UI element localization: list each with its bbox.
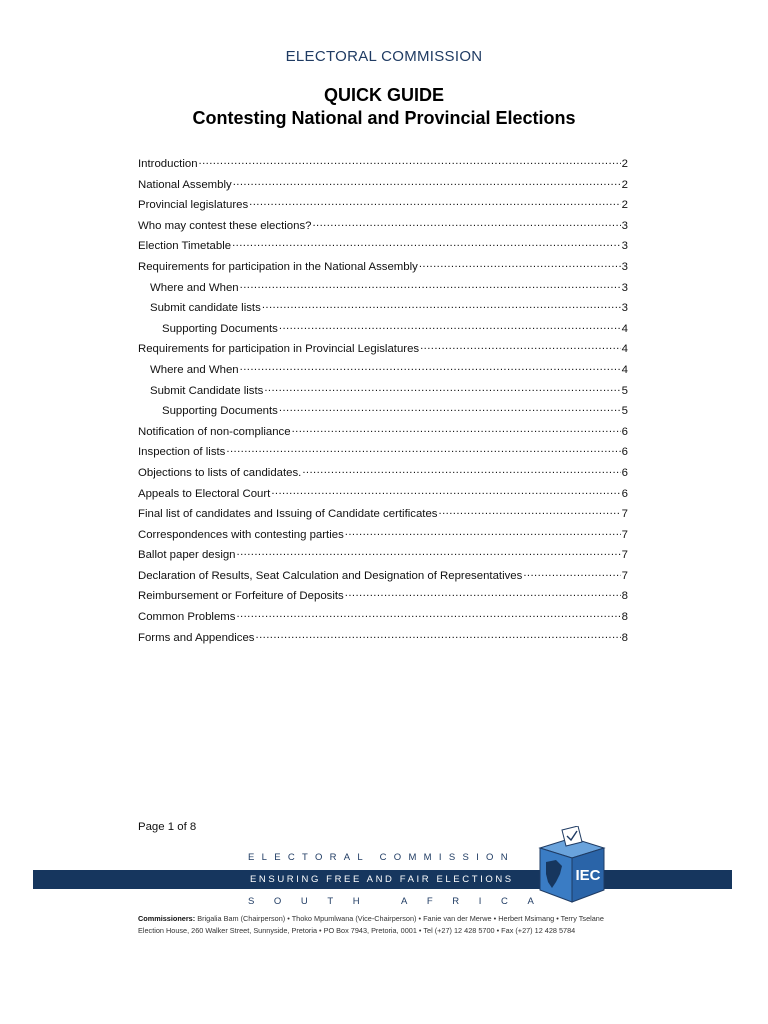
toc-entry[interactable]: [138, 587, 628, 608]
logo-text: IEC: [575, 867, 601, 884]
toc-dot-leader: [523, 567, 620, 579]
iec-logo: [532, 826, 612, 906]
toc-entry[interactable]: [138, 217, 628, 238]
title-line-2: Contesting National and Provincial Elections: [192, 108, 576, 128]
toc-entry-label: Common Problems: [138, 611, 236, 624]
toc-entry-page: 3: [621, 260, 628, 273]
page-number: Page 1 of 8: [138, 821, 197, 833]
toc-entry[interactable]: [138, 505, 628, 526]
toc-entry-label: Submit candidate lists: [150, 302, 261, 315]
toc-entry-page: 6: [621, 425, 628, 438]
toc-entry-label: Forms and Appendices: [138, 631, 255, 644]
toc-dot-leader: [279, 320, 621, 332]
toc-entry-page: 6: [621, 466, 628, 479]
toc-entry-label: Declaration of Results, Seat Calculation and Designation of Representatives: [138, 569, 523, 582]
toc-entry-page: 6: [621, 446, 628, 459]
toc-dot-leader: [256, 629, 621, 641]
toc-dot-leader: [262, 299, 621, 311]
toc-entry-page: 7: [621, 528, 628, 541]
toc-entry-page: 2: [621, 158, 628, 170]
toc-entry-page: 3: [621, 302, 628, 315]
toc-entry-label: Submit Candidate lists: [150, 384, 264, 397]
toc-entry[interactable]: [138, 299, 628, 320]
toc-entry-label: Final list of candidates and Issuing of Candidate certificates: [138, 508, 438, 521]
toc-entry-label: Who may contest these elections?: [138, 219, 312, 232]
document-header-org: ELECTORAL COMMISSION: [285, 48, 483, 65]
toc-dot-leader: [236, 608, 620, 620]
toc-entry-label: Introduction: [138, 158, 198, 170]
toc-dot-leader: [312, 217, 620, 229]
toc-entry-page: 7: [621, 569, 628, 582]
toc-entry-label: Where and When: [150, 281, 239, 294]
toc-entry[interactable]: [138, 526, 628, 547]
toc-entry[interactable]: [138, 443, 628, 464]
toc-entry[interactable]: [138, 546, 628, 567]
toc-entry[interactable]: [138, 320, 628, 341]
toc-entry-label: Ballot paper design: [138, 549, 236, 562]
toc-entry[interactable]: [138, 608, 628, 629]
toc-dot-leader: [420, 340, 621, 352]
toc-dot-leader: [240, 279, 621, 291]
footer-band: [33, 870, 732, 889]
toc-entry-label: Objections to lists of candidates.: [138, 466, 302, 479]
toc-entry[interactable]: [138, 279, 628, 300]
toc-dot-leader: [345, 587, 621, 599]
toc-entry-page: 8: [621, 611, 628, 624]
toc-entry-label: Notification of non-compliance: [138, 425, 291, 438]
toc-dot-leader: [226, 443, 620, 455]
toc-entry-label: Reimbursement or Forfeiture of Deposits: [138, 590, 344, 603]
toc-entry-page: 8: [621, 590, 628, 603]
footer-country: SOUTH AFRICA: [248, 896, 554, 907]
toc-entry-page: 4: [621, 322, 628, 335]
toc-dot-leader: [199, 155, 621, 167]
toc-entry-page: 3: [621, 281, 628, 294]
toc-dot-leader: [419, 258, 621, 270]
toc-entry[interactable]: [138, 155, 628, 176]
toc-entry-label: Provincial legislatures: [138, 199, 249, 212]
toc-entry[interactable]: [138, 402, 628, 423]
toc-entry-label: Requirements for participation in the National Assembly: [138, 260, 418, 273]
toc-dot-leader: [345, 526, 621, 538]
toc-entry-page: 5: [621, 405, 628, 418]
footer-slogan: ENSURING FREE AND FAIR ELECTIONS: [250, 874, 514, 885]
toc-dot-leader: [249, 196, 620, 208]
toc-entry-page: 7: [621, 549, 628, 562]
toc-entry-page: 7: [621, 508, 628, 521]
toc-entry-page: 4: [621, 343, 628, 356]
toc-dot-leader: [279, 402, 621, 414]
toc-dot-leader: [302, 464, 620, 476]
toc-entry-page: 8: [621, 631, 628, 644]
toc-entry[interactable]: [138, 382, 628, 403]
table-of-contents: [138, 155, 628, 649]
toc-dot-leader: [264, 382, 620, 394]
toc-entry-page: 4: [621, 363, 628, 376]
toc-dot-leader: [233, 176, 621, 188]
footer-commissioners: [138, 914, 658, 923]
toc-entry-label: National Assembly: [138, 178, 232, 191]
toc-dot-leader: [232, 237, 621, 249]
toc-entry-label: Supporting Documents: [162, 405, 278, 418]
toc-entry[interactable]: [138, 464, 628, 485]
toc-entry-page: 6: [621, 487, 628, 500]
toc-entry[interactable]: [138, 567, 628, 588]
title-line-1: QUICK GUIDE: [323, 85, 444, 105]
toc-dot-leader: [439, 505, 621, 517]
document-title: [0, 84, 768, 130]
toc-entry-label: Election Timetable: [138, 240, 232, 253]
toc-entry[interactable]: [138, 196, 628, 217]
toc-entry-page: 5: [621, 384, 628, 397]
toc-entry-label: Inspection of lists: [138, 446, 226, 459]
toc-entry-page: 2: [621, 178, 628, 191]
toc-entry[interactable]: [138, 423, 628, 444]
commissioners-label: Commissioners:: [138, 914, 196, 923]
toc-entry[interactable]: [138, 629, 628, 650]
toc-dot-leader: [292, 423, 621, 435]
toc-entry-page: 3: [621, 240, 628, 253]
toc-entry-page: 3: [621, 219, 628, 232]
footer-address: Election House, 260 Walker Street, Sunnyside, Pretoria • PO Box 7943, Pretoria, 0001 • Tel (+27) 12 428 5700 • Fax (+27) 12 428 5784: [138, 926, 576, 935]
toc-dot-leader: [240, 361, 621, 373]
toc-entry-label: Where and When: [150, 363, 239, 376]
commissioners-names: Brigalia Bam (Chairperson) • Thoko Mpumlwana (Vice-Chairperson) • Fanie van der Merwe • Herbert Msimang • Terry Tselane: [197, 914, 604, 923]
toc-entry[interactable]: [138, 485, 628, 506]
toc-entry[interactable]: [138, 340, 628, 361]
toc-dot-leader: [237, 546, 621, 558]
toc-entry[interactable]: [138, 237, 628, 258]
toc-entry-label: Appeals to Electoral Court: [138, 487, 271, 500]
toc-entry-label: Requirements for participation in Provincial Legislatures: [138, 343, 420, 356]
toc-dot-leader: [271, 485, 620, 497]
toc-entry[interactable]: [138, 258, 628, 279]
toc-entry[interactable]: [138, 361, 628, 382]
toc-entry-label: Correspondences with contesting parties: [138, 528, 344, 541]
footer-org-name: ELECTORAL COMMISSION: [248, 852, 515, 863]
toc-entry-page: 2: [621, 199, 628, 212]
toc-entry[interactable]: [138, 176, 628, 197]
toc-entry-label: Supporting Documents: [162, 322, 278, 335]
